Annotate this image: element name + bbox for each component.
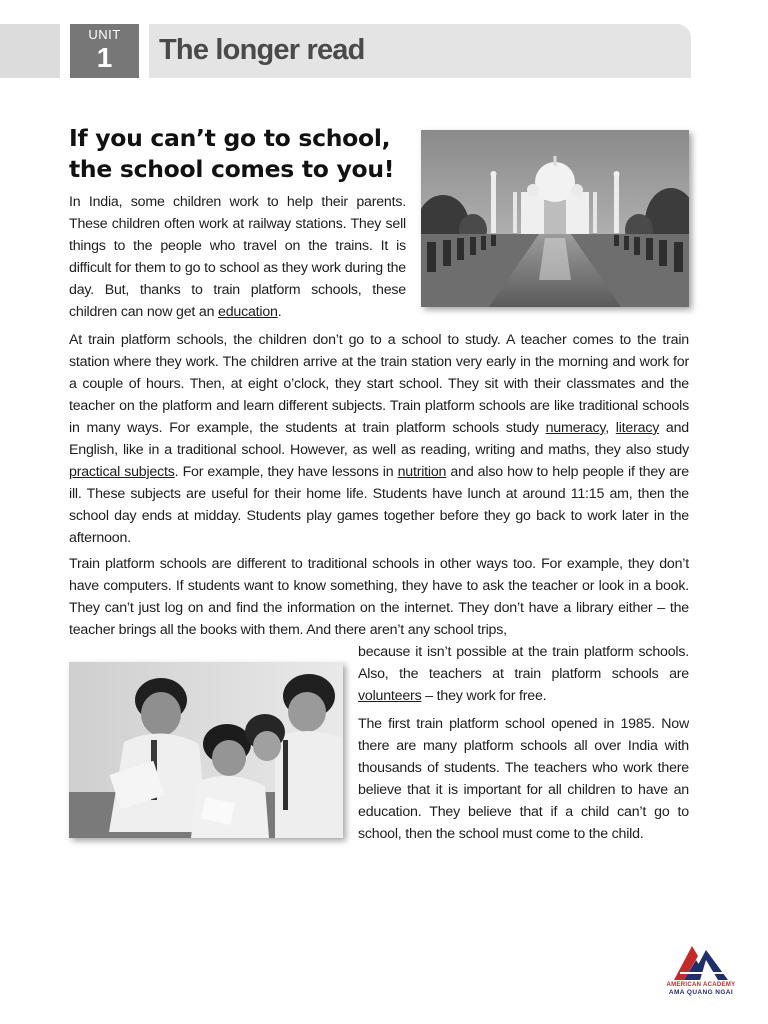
logo-line-1: AMERICAN ACADEMY xyxy=(666,982,736,988)
section-title-bar xyxy=(149,24,691,78)
keyword-education: education xyxy=(218,304,278,320)
keyword-numeracy: numeracy xyxy=(545,420,606,436)
academy-logo xyxy=(662,942,740,1004)
paragraph-2-text-b: , xyxy=(605,420,616,436)
children-reading-photo xyxy=(69,662,343,838)
section-title: The longer read xyxy=(159,34,365,66)
paragraph-1-text-b: . xyxy=(277,304,282,320)
paragraph-1-text-a: In India, some children work to help their parents. These children often work at railway stations. They sell things to the people who travel on the trains. It is difficult for them to go to school as they work during the day. But, thanks to train platform schools, these children can now get an xyxy=(69,194,406,320)
keyword-practical-subjects: practical subjects xyxy=(69,464,175,480)
paragraph-2-text-a: At train platform schools, the children don’t go to a school to study. A teacher comes to the train station where they work. The children arrive at the train station very early in the morning and work for a couple of hours. Then, at eight o’clock, they start school. They sit with their classmates and the teacher on the platform and learn different subjects. Train platform schools are like traditional schools in many ways. For example, the students at train platform schools study xyxy=(69,332,689,436)
keyword-volunteers: volunteers xyxy=(358,688,422,704)
paragraph-3-text-a: because it isn’t possible at the train platform schools. Also, the teachers at train platform schools are xyxy=(358,644,689,682)
paragraph-2-text-e: and also how to help people if they are ill. These subjects are useful for their home life. Students have lunch at around 11:15 am, then the school day ends at midday. Students play games together before they go back to work later in the afternoon. xyxy=(69,464,689,546)
article-headline xyxy=(69,123,414,185)
taj-mahal-photo xyxy=(421,130,689,307)
logo-line-2: AMA QUANG NGAI xyxy=(668,989,734,996)
paragraph-3-text-b: – they work for free. xyxy=(421,688,547,704)
paragraph-2 xyxy=(69,329,689,549)
unit-badge xyxy=(70,24,139,78)
unit-number: 1 xyxy=(96,42,113,73)
headline-line-1: If you can’t go to school, xyxy=(69,124,391,152)
keyword-literacy: literacy xyxy=(615,420,660,436)
paragraph-3-part-2 xyxy=(358,641,689,707)
paragraph-4: The first train platform school opened in 1985. Now there are many platform schools all over India with thousands of students. The teachers who work there believe that it is important for all children to have an education. They believe that if a child can’t go to school, then the school must come to the child. xyxy=(358,716,689,842)
keyword-nutrition: nutrition xyxy=(397,464,447,480)
paragraph-2-text-c: and English, like in a traditional school. However, as well as reading, writing and maths, they also study xyxy=(69,420,690,458)
unit-label: UNIT xyxy=(88,27,121,42)
academy-logo-icon xyxy=(670,942,732,982)
paragraph-3-part-1: Train platform schools are different to traditional schools in other ways too. For example, they don’t have computers. If students want to know something, they have to ask the teacher or look in a book. They can’t just log on and find the information on the internet. They don’t have a library either – the teacher brings all the books with them. And there aren’t any school trips, xyxy=(69,556,689,638)
paragraph-1 xyxy=(69,191,406,323)
headline-line-2: the school comes to you! xyxy=(69,155,395,183)
paragraph-2-text-d: . For example, they have lessons in xyxy=(174,464,398,480)
page-edge-tab xyxy=(0,24,60,78)
